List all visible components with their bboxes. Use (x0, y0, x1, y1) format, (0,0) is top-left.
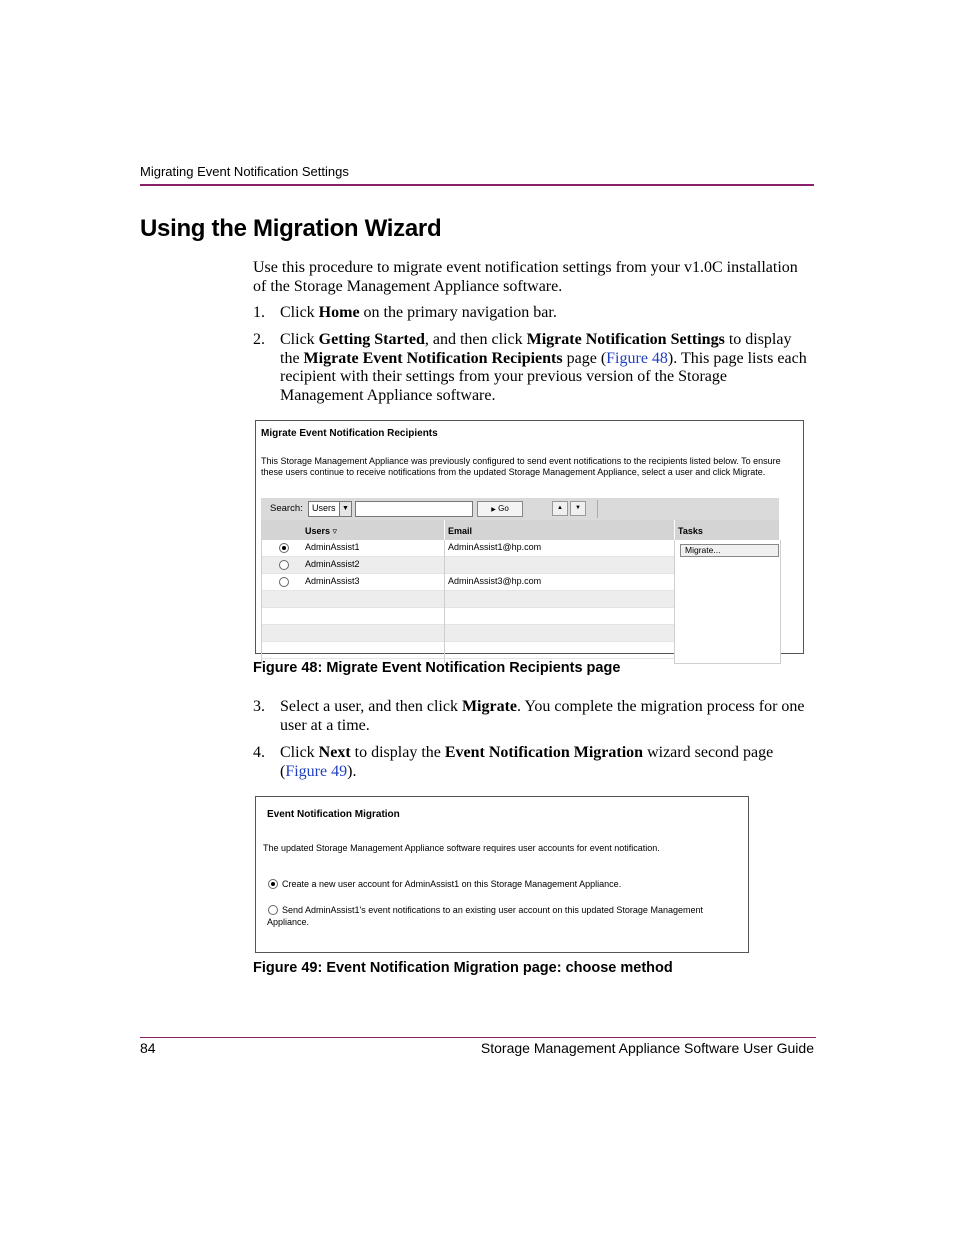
step-number: 1. (253, 304, 265, 321)
empty-row (261, 608, 674, 625)
sort-icon: ▿ (332, 526, 338, 536)
search-type-select[interactable]: Users ▼ (308, 501, 352, 517)
running-head: Migrating Event Notification Settings (140, 164, 349, 179)
search-toolbar (261, 498, 779, 520)
row-radio[interactable] (279, 560, 289, 570)
table-row[interactable]: AdminAssist2 (261, 557, 674, 574)
tasks-panel (674, 540, 781, 664)
figure-49-caption: Figure 49: Event Notification Migration page: choose method (253, 960, 673, 976)
step-number: 4. (253, 744, 265, 761)
option-radio[interactable] (268, 879, 278, 889)
figure-49-screenshot (255, 796, 749, 953)
option-radio[interactable] (268, 905, 278, 915)
footer-rule (140, 1037, 816, 1038)
option-existing-account[interactable]: Send AdminAssist1's event notifications to an existing user account on this updated Storage Management Appliance. (267, 905, 703, 927)
figure-48-screenshot (255, 420, 804, 654)
row-radio[interactable] (279, 543, 289, 553)
column-tasks: Tasks (678, 526, 703, 536)
table-row[interactable]: AdminAssist1 AdminAssist1@hp.com (261, 540, 674, 557)
migration-description: The updated Storage Management Appliance software requires user accounts for event notification. (263, 843, 660, 853)
go-button[interactable]: ▶ Go (477, 501, 523, 517)
empty-row (261, 642, 674, 659)
section-title: Using the Migration Wizard (140, 215, 442, 242)
footer-title: Storage Management Appliance Software User Guide (480, 1040, 814, 1056)
step-number: 3. (253, 698, 265, 715)
recipients-page-title: Migrate Event Notification Recipients (261, 428, 438, 439)
arrow-up-icon: ▲ (557, 505, 563, 511)
column-email[interactable]: Email (448, 526, 473, 536)
arrow-down-icon: ▼ (575, 505, 581, 511)
table-row[interactable]: AdminAssist3 AdminAssist3@hp.com (261, 574, 674, 591)
search-input[interactable] (355, 501, 473, 517)
play-icon: ▶ (491, 507, 496, 513)
search-label: Search: (270, 503, 303, 514)
page-number: 84 (140, 1040, 156, 1056)
empty-row (261, 591, 674, 608)
figure-48-link[interactable]: Figure 48 (606, 349, 668, 367)
empty-row (261, 625, 674, 642)
migrate-button[interactable]: Migrate... (680, 544, 779, 557)
recipients-description: This Storage Management Appliance was previously configured to send event notifications to the recipients listed below. To ensure these users continue to receive notifications from the updated Storage Management Appliance, select a user and click Migrate. (261, 456, 781, 477)
toolbar-divider (597, 500, 598, 518)
option-create-account[interactable]: Create a new user account for AdminAssist1 on this Storage Management Appliance. (267, 878, 737, 890)
header-rule (140, 184, 814, 186)
column-users[interactable]: Users ▿ (305, 526, 338, 536)
row-radio[interactable] (279, 577, 289, 587)
figure-48-caption: Figure 48: Migrate Event Notification Recipients page (253, 660, 621, 676)
figure-49-link[interactable]: Figure 49 (285, 762, 348, 780)
move-down-button[interactable] (570, 501, 586, 516)
migration-page-title: Event Notification Migration (267, 809, 400, 820)
step-number: 2. (253, 331, 265, 348)
intro-paragraph: Use this procedure to migrate event notification settings from your v1.0C installation of the Storage Management Appliance software. (253, 259, 798, 295)
chevron-down-icon: ▼ (339, 502, 351, 516)
table-header (261, 520, 779, 540)
move-up-button[interactable] (552, 501, 568, 516)
